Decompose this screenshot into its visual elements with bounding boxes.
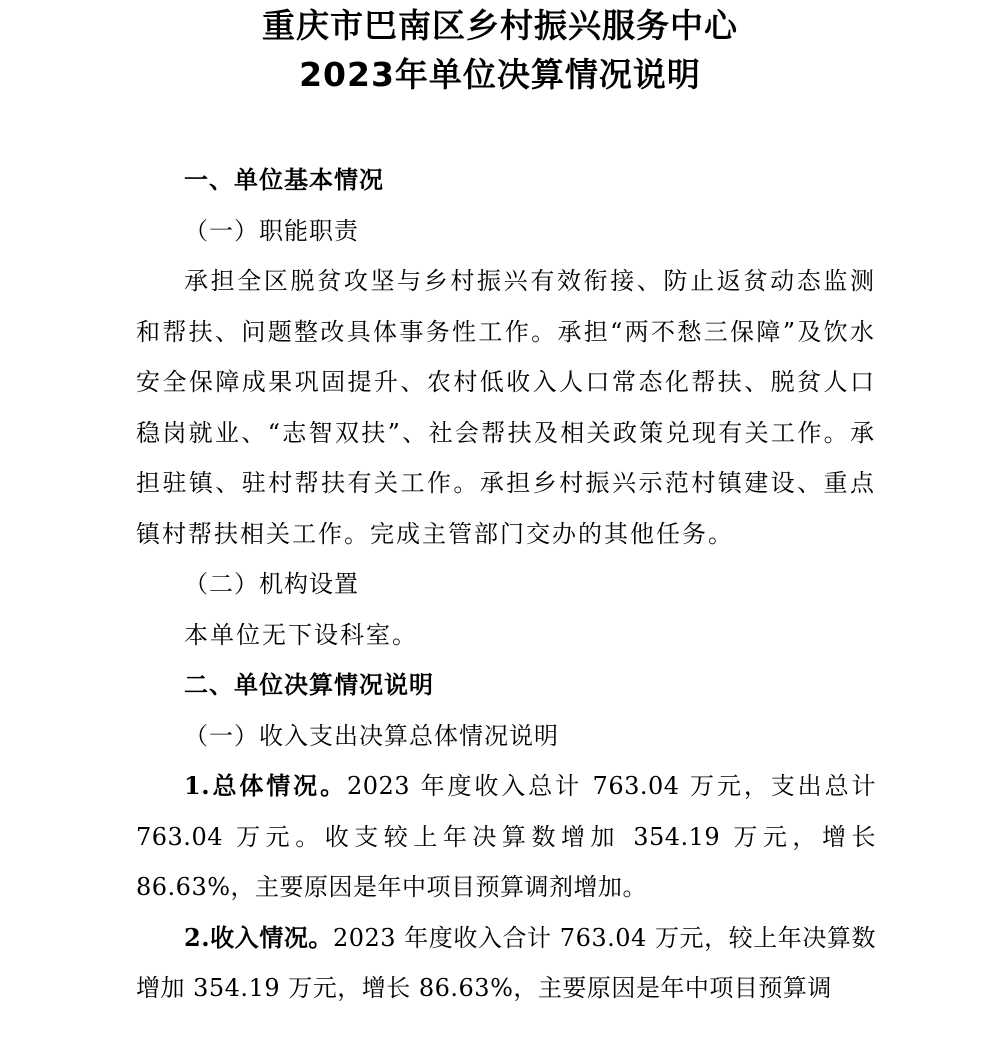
subsection-heading-organization: （二）机构设置 [184, 570, 359, 598]
section-heading-basic-info: 一、单位基本情况 [184, 166, 384, 194]
paragraph-income-lead: 2.收入情况。 [184, 922, 333, 952]
paragraph-duties: 承担全区脱贫攻坚与乡村振兴有效衔接、防止返贫动态监测和帮扶、问题整改具体事务性工作。承担“两不愁三保障”及饮水安全保障成果巩固提升、农村低收入人口常态化帮扶、脱贫人口稳岗就业、“志智双扶”、社会帮扶及相关政策兑现有关工作。承担驻镇、驻村帮扶有关工作。承担乡村振兴示范村镇建设、重点镇村帮扶相关工作。完成主管部门交办的其他任务。 [136, 267, 876, 548]
subsection-heading-duties: （一）职能职责 [184, 216, 359, 245]
paragraph-overall [136, 761, 876, 913]
document-body [136, 155, 876, 1014]
paragraph-income-text: 2023 年度收入合计 763.04 万元，较上年决算数增加 354.19 万元，增长 86.63%，主要原因是年中项目预算调 [136, 923, 876, 1002]
subsection-heading-income-expense: （一）收入支出决算总体情况说明 [184, 721, 559, 750]
document-title-line-1: 重庆市巴南区乡村振兴服务中心 [262, 6, 738, 45]
paragraph-income [136, 913, 876, 1014]
document-title-line-2: 2023年单位决算情况说明 [299, 55, 701, 94]
section-heading-final-accounts: 二、单位决算情况说明 [184, 671, 434, 699]
paragraph-overall-lead: 1.总体情况。 [184, 771, 347, 800]
paragraph-organization: 本单位无下设科室。 [184, 620, 418, 649]
paragraph-overall-text: 2023 年度收入总计 763.04 万元，支出总计 763.04 万元。收支较上年决算数增加 354.19 万元，增长 86.63%，主要原因是年中项目预算调剂增加。 [136, 772, 876, 901]
